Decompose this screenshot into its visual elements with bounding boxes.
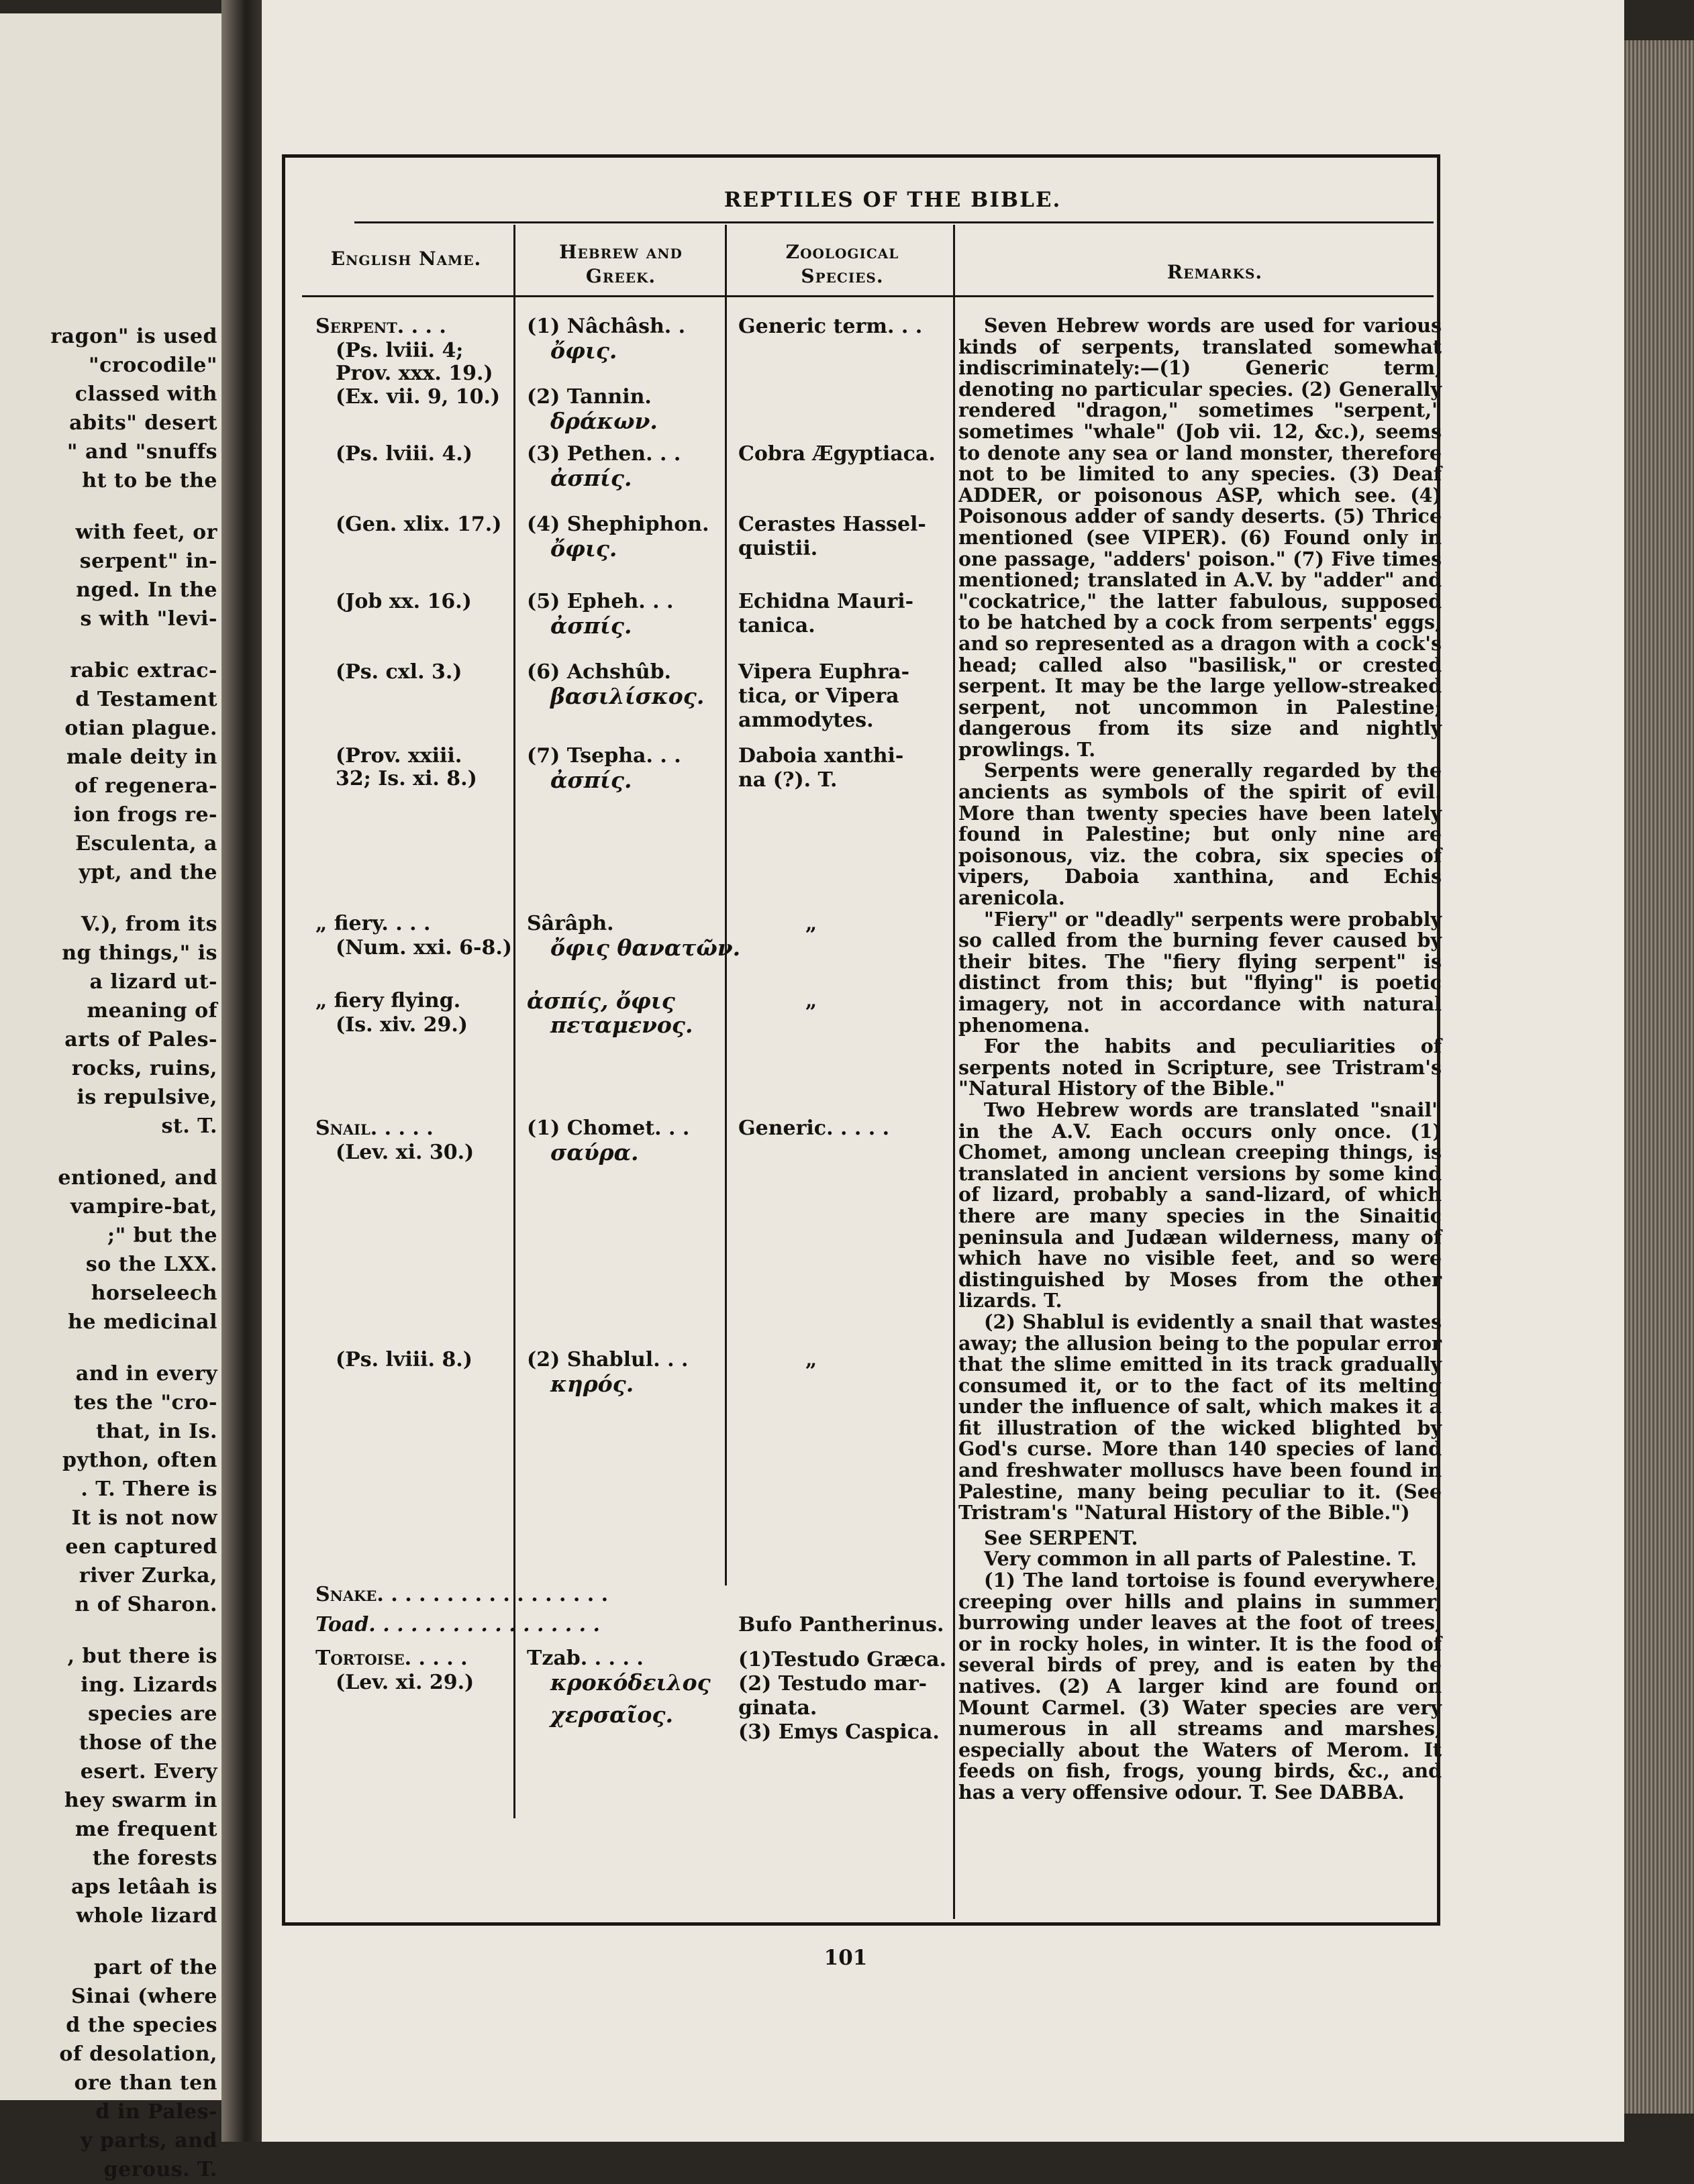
english-name: „ fiery. . . . bbox=[315, 912, 431, 935]
left-page-line: gerous. T. bbox=[103, 2158, 217, 2181]
greek-word: ἀσπίς. bbox=[550, 465, 632, 491]
hebrew-word: (3) Pethen. . . bbox=[527, 442, 681, 466]
zoological-species: (3) Emys Caspica. bbox=[738, 1720, 940, 1744]
left-page-line: those of the bbox=[79, 1731, 217, 1755]
scripture-reference: (Gen. xlix. 17.) bbox=[336, 513, 502, 536]
left-page-gap bbox=[3, 887, 217, 910]
left-page-line: python, often bbox=[62, 1449, 217, 1472]
scripture-reference: (Ex. vii. 9, 10.) bbox=[336, 385, 501, 409]
left-page-gap bbox=[3, 1141, 217, 1163]
left-page-line: V.), from its bbox=[81, 913, 217, 936]
remark-paragraph: (2) Shablul is evidently a snail that wastes away; the allusion being to the popular error that the slime emitted in its track gradually consumed it, or to the fact of its melting under the influence of salt, which makes it a fit illustration of the wicked blighted by God's curse. More than 140 species of land and freshwater molluscs have been found in Palestine, many being peculiar to it. (See Tristram's "Natural History of the Bible.") bbox=[958, 1310, 1442, 1524]
scripture-reference: 32; Is. xi. 8.) bbox=[336, 767, 477, 790]
left-page-line: of desolation, bbox=[59, 2042, 217, 2066]
left-facing-page bbox=[0, 13, 221, 2181]
left-page-line: It is not now bbox=[71, 1506, 217, 1530]
hebrew-word: (6) Achshûb. bbox=[527, 660, 671, 684]
scripture-reference: (Ps. lviii. 4.) bbox=[336, 442, 472, 466]
scripture-reference: (Ps. cxl. 3.) bbox=[336, 660, 462, 684]
left-page-gap bbox=[3, 495, 217, 518]
remark-paragraph: See SERPENT. bbox=[984, 1526, 1138, 1549]
left-page-line: meaning of bbox=[87, 999, 217, 1023]
remark-paragraph: (1) The land tortoise is found everywhere, creeping over hills and plains in summer, burrowing under leaves at the foot of trees, or in rocky holes, in winter. It is the food of several birds of prey, and is eaten by the natives. (2) A larger kind are found on Mount Carmel. (3) Water species are very numerous in all streams and marshes, especially about the Waters of Merom. It feeds on fish, frogs, young birds, &c., and has a very offensive odour. T. See DABBA. bbox=[958, 1569, 1442, 1804]
left-page-line: st. T. bbox=[161, 1114, 217, 1138]
left-page-line: classed with bbox=[74, 382, 217, 406]
greek-word: χερσαῖος. bbox=[550, 1702, 673, 1728]
scripture-reference: (Prov. xxiii. bbox=[336, 744, 462, 768]
left-page-line: esert. Every bbox=[80, 1760, 217, 1783]
hebrew-word: (4) Shephiphon. bbox=[527, 513, 709, 536]
left-page-line: s with "levi- bbox=[80, 607, 217, 631]
title-rule bbox=[354, 221, 1434, 223]
left-page-line: river Zurka, bbox=[79, 1564, 217, 1588]
greek-word: κροκόδειλος bbox=[550, 1669, 711, 1696]
left-page-line: arts of Pales- bbox=[64, 1028, 217, 1051]
left-page-line: rocks, ruins, bbox=[71, 1057, 217, 1080]
left-page-line: he medicinal bbox=[68, 1310, 217, 1334]
left-page-gap bbox=[3, 1619, 217, 1642]
page-number: 101 bbox=[824, 1946, 868, 1970]
zoological-species: Bufo Pantherinus. bbox=[738, 1613, 944, 1636]
left-page-line: ragon" is used bbox=[50, 325, 217, 348]
left-page-line: vampire-bat, bbox=[70, 1195, 217, 1218]
english-name: „ fiery flying. bbox=[315, 989, 461, 1012]
greek-word: ὄφις. bbox=[550, 535, 617, 562]
column-divider-2 bbox=[725, 225, 727, 1585]
header-remarks: Remarks. bbox=[1166, 261, 1263, 283]
zoological-species: (1)Testudo Græca. bbox=[738, 1648, 947, 1671]
zoological-species: na (?). T. bbox=[738, 768, 838, 792]
left-page-line: serpent" in- bbox=[79, 550, 217, 573]
hebrew-word: (1) Chomet. . . bbox=[527, 1116, 690, 1140]
remark-paragraph: Serpents were generally regarded by the ancients as symbols of the spirit of evil. More than twenty species have been lately found in Palestine; but only nine are poisonous, viz. the cobra, six species of vipers, Daboia xanthina, and Echis arenicola. bbox=[958, 759, 1442, 910]
greek-word: ἀσπίς. bbox=[550, 613, 632, 639]
zoological-species: Generic. . . . . bbox=[738, 1116, 890, 1140]
hebrew-word: (5) Epheh. . . bbox=[527, 590, 674, 613]
left-page-line: " and "snuffs bbox=[66, 440, 217, 464]
left-page-line: hey swarm in bbox=[64, 1789, 217, 1812]
scripture-reference: (Job xx. 16.) bbox=[336, 590, 472, 613]
remark-paragraph: Two Hebrew words are translated "snail" in the A.V. Each occurs only once. (1) Chomet, among unclean creeping things, is translated in ancient versions by some kind of lizard, probably a sand-lizard, of which there are many species in the Sinaitic peninsula and Judæan wilderness, many of which have no visible feet, and so were distinguished by Moses from the other lizards. T. bbox=[958, 1098, 1442, 1312]
left-page-line: een captured bbox=[65, 1535, 217, 1559]
zoological-species: „ bbox=[805, 989, 817, 1012]
remark-paragraph: Very common in all parts of Palestine. T. bbox=[984, 1547, 1417, 1571]
scripture-reference: (Num. xxi. 6-8.) bbox=[336, 936, 512, 959]
book-gutter bbox=[221, 0, 262, 2142]
left-page-line: horseleech bbox=[91, 1282, 217, 1305]
header-hebrew-greek: Hebrew and Greek. bbox=[559, 241, 683, 287]
left-page-line: me frequent bbox=[74, 1818, 217, 1841]
left-page-line: so the LXX. bbox=[85, 1253, 217, 1276]
greek-word: δράκων. bbox=[550, 408, 658, 434]
left-page-line: Esculenta, a bbox=[75, 832, 217, 855]
left-page-line: ;" but the bbox=[107, 1224, 217, 1247]
zoological-species: Echidna Mauri- bbox=[738, 590, 914, 613]
column-divider-3 bbox=[953, 225, 955, 1919]
zoological-species: „ bbox=[805, 912, 817, 935]
left-page-line: with feet, or bbox=[75, 521, 217, 544]
greek-word: σαύρα. bbox=[550, 1139, 639, 1165]
hebrew-word: (7) Tsepha. . . bbox=[527, 744, 681, 768]
left-page-line: male deity in bbox=[66, 745, 217, 769]
greek-word: ὄφις θανατῶν. bbox=[550, 935, 741, 961]
scripture-reference: (Ps. lviii. 4; bbox=[336, 339, 464, 362]
scripture-reference: (Is. xiv. 29.) bbox=[336, 1013, 468, 1037]
left-page-line: ht to be the bbox=[82, 469, 217, 492]
left-page-line: , but there is bbox=[67, 1645, 217, 1668]
left-page-line: n of Sharon. bbox=[74, 1593, 217, 1616]
hebrew-word: Tzab. . . . . bbox=[527, 1647, 644, 1670]
left-page-line: ore than ten bbox=[74, 2071, 217, 2095]
hebrew-word: Sârâph. bbox=[527, 912, 614, 935]
zoological-species: tanica. bbox=[738, 614, 815, 637]
left-page-line: is repulsive, bbox=[77, 1086, 217, 1109]
english-name: Toad. . . . . . . . . . . . . . . . . bbox=[315, 1613, 600, 1636]
left-page-line: of regenera- bbox=[74, 774, 217, 798]
left-page-line: whole lizard bbox=[76, 1904, 217, 1928]
greek-word: ἀσπίς. bbox=[550, 767, 632, 793]
english-name: Tortoise. . . . . bbox=[315, 1647, 468, 1670]
zoological-species: Daboia xanthi- bbox=[738, 744, 904, 768]
header-rule bbox=[302, 295, 1434, 297]
left-page-line: ypt, and the bbox=[79, 861, 217, 884]
left-page-line: "crocodile" bbox=[89, 354, 217, 377]
left-page-line: and in every bbox=[75, 1362, 217, 1386]
zoological-species: ginata. bbox=[738, 1696, 817, 1720]
greek-word: πεταμενος. bbox=[550, 1012, 693, 1038]
column-divider-1 bbox=[513, 225, 515, 1818]
left-page-gap bbox=[3, 1930, 217, 1953]
scripture-reference: (Lev. xi. 29.) bbox=[336, 1671, 475, 1694]
left-page-line: rabic extrac- bbox=[70, 659, 217, 682]
left-page-line: y parts, and bbox=[81, 2129, 217, 2152]
scripture-reference: Prov. xxx. 19.) bbox=[336, 362, 493, 385]
remarks-column bbox=[958, 315, 1442, 1804]
left-page-line: entioned, and bbox=[58, 1166, 217, 1190]
left-page-line: ng things," is bbox=[62, 941, 217, 965]
greek-word: ὄφις. bbox=[550, 337, 617, 364]
left-page-line: abits" desert bbox=[69, 411, 217, 435]
table-title: REPTILES OF THE BIBLE. bbox=[724, 188, 1062, 212]
hebrew-word: ἀσπίς, ὄφις bbox=[527, 988, 675, 1014]
left-page-line: nged. In the bbox=[76, 578, 217, 602]
zoological-species: (2) Testudo mar- bbox=[738, 1672, 928, 1696]
zoological-species: Vipera Euphra- bbox=[738, 660, 910, 684]
left-page-line: Sinai (where bbox=[71, 1985, 217, 2008]
left-page-line: species are bbox=[88, 1702, 217, 1726]
english-name: Snake. . . . . . . . . . . . . . . . . bbox=[315, 1583, 609, 1606]
left-page-line: d the species bbox=[66, 2014, 217, 2037]
left-page-line: d Testament bbox=[75, 688, 217, 711]
remark-paragraph: Seven Hebrew words are used for various kinds of serpents, translated somewhat indiscriminately:—(1) Generic term, denoting no particular species. (2) Generally rendered "dragon," sometimes "serpent," sometimes "whale" (Job vii. 12, &c.), seems to denote any sea or land monster, therefore not to be limited to any species. (3) Deaf ADDER, or poisonous ASP, which see. (4) Poisonous adder of sandy deserts. (5) Thrice mentioned (see VIPER). (6) Found only in one passage, "adders' poison." (7) Five times mentioned; translated in A.V. by "adder" and "cockatrice," the latter fabulous, supposed to be hatched by a cock from serpents' eggs, and so represented as a dragon with a cock's head; called also "basilisk," or crested serpent. It may be the large yellow-streaked serpent, not uncommon in Palestine; dangerous from its size and nightly prowlings. T. bbox=[958, 314, 1442, 761]
scripture-reference: (Lev. xi. 30.) bbox=[336, 1141, 475, 1164]
page-edges bbox=[1624, 40, 1694, 2114]
left-page-line: part of the bbox=[93, 1956, 217, 1979]
english-name: Snail. . . . . bbox=[315, 1116, 434, 1140]
remark-paragraph: "Fiery" or "deadly" serpents were probably so called from the burning fever caused by their bites. The "fiery flying serpent" is distinct from this; but "flying" is poetic imagery, not in accordance with natural phenomena. bbox=[958, 907, 1442, 1037]
left-page-gap bbox=[3, 1337, 217, 1359]
remark-paragraph: For the habits and peculiarities of serpents noted in Scripture, see Tristram's "Natural History of the Bible." bbox=[958, 1035, 1442, 1100]
left-page-line: ing. Lizards bbox=[81, 1673, 217, 1697]
zoological-species: ammodytes. bbox=[738, 709, 874, 732]
header-zoological-species: Zoological Species. bbox=[785, 241, 899, 287]
zoological-species: Cobra Ægyptiaca. bbox=[738, 442, 936, 466]
header-english-name: English Name. bbox=[330, 248, 482, 270]
left-page-line: otian plague. bbox=[64, 717, 217, 740]
left-page-line: ion frogs re- bbox=[73, 803, 217, 827]
left-page-line: aps letâah is bbox=[70, 1875, 217, 1899]
zoological-species: Generic term. . . bbox=[738, 315, 923, 338]
left-page-text bbox=[3, 322, 217, 2184]
zoological-species: „ bbox=[805, 1348, 817, 1371]
left-page-line: . T. There is bbox=[81, 1477, 217, 1501]
scripture-reference: (Ps. lviii. 8.) bbox=[336, 1348, 472, 1371]
hebrew-word: (1) Nâchâsh. . bbox=[527, 315, 686, 338]
greek-word: κηρός. bbox=[550, 1371, 634, 1397]
left-page-gap bbox=[3, 633, 217, 656]
zoological-species: Cerastes Hassel- bbox=[738, 513, 926, 536]
left-page-line: tes the "cro- bbox=[73, 1391, 217, 1414]
hebrew-word: (2) Shablul. . . bbox=[527, 1348, 689, 1371]
greek-word: βασιλίσκος. bbox=[550, 683, 705, 709]
left-page-line: that, in Is. bbox=[96, 1420, 217, 1443]
english-name: Serpent. . . . bbox=[315, 315, 446, 338]
hebrew-word: (2) Tannin. bbox=[527, 385, 652, 409]
left-page-line: the forests bbox=[92, 1847, 217, 1870]
zoological-species: quistii. bbox=[738, 537, 818, 560]
left-page-line: a lizard ut- bbox=[89, 970, 217, 994]
zoological-species: tica, or Vipera bbox=[738, 684, 899, 708]
left-page-line: d in Pales- bbox=[95, 2100, 217, 2124]
